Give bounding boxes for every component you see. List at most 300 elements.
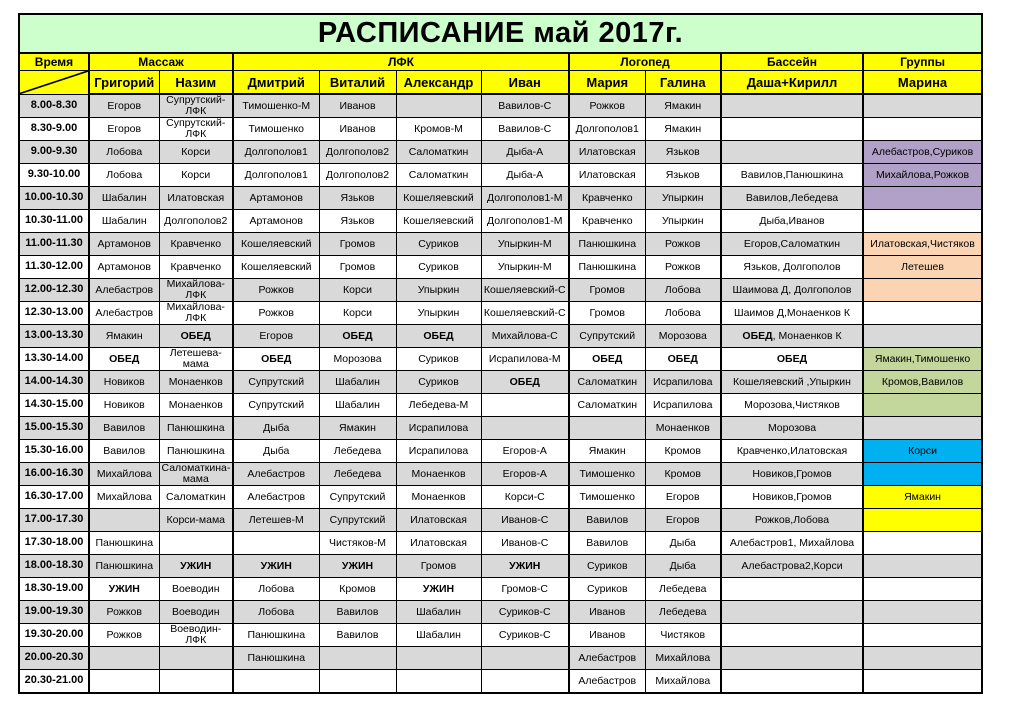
schedule-cell: Шабалин xyxy=(319,394,396,417)
schedule-cell xyxy=(481,394,569,417)
schedule-cell: Михайлова,Рожков xyxy=(863,164,982,187)
schedule-cell: Ямакин xyxy=(319,417,396,440)
table-row xyxy=(19,670,982,694)
time-cell: 12.30-13.00 xyxy=(19,302,89,325)
schedule-cell: Исрапилова xyxy=(396,417,481,440)
table-row xyxy=(19,394,982,417)
schedule-cell xyxy=(863,624,982,647)
table-row xyxy=(19,532,982,555)
table-row xyxy=(19,601,982,624)
table-row xyxy=(19,141,982,164)
schedule-cell: Супрутский xyxy=(569,325,645,348)
time-cell: 10.30-11.00 xyxy=(19,210,89,233)
schedule-cell: Артамонов xyxy=(233,187,319,210)
time-cell: 9.00-9.30 xyxy=(19,141,89,164)
schedule-cell: Суриков xyxy=(396,348,481,371)
schedule-cell: Кромов-М xyxy=(396,118,481,141)
schedule-cell: Алебастрова2,Корси xyxy=(721,555,863,578)
therapist-column-header: Григорий xyxy=(89,71,159,95)
column-group-header: Логопед xyxy=(569,53,721,71)
time-cell: 12.00-12.30 xyxy=(19,279,89,302)
schedule-cell: Шабалин xyxy=(396,624,481,647)
schedule-cell: Новиков xyxy=(89,371,159,394)
schedule-cell: Монаенков xyxy=(159,394,233,417)
schedule-cell: Долгополов2 xyxy=(319,141,396,164)
schedule-cell: Суриков xyxy=(396,233,481,256)
schedule-cell: Илатовская xyxy=(569,141,645,164)
schedule-cell: Язьков xyxy=(645,141,721,164)
time-cell: 20.30-21.00 xyxy=(19,670,89,694)
schedule-cell: Вавилов xyxy=(89,417,159,440)
schedule-cell: Кромов,Вавилов xyxy=(863,371,982,394)
schedule-cell: Кравченко xyxy=(159,233,233,256)
schedule-cell: Громов xyxy=(319,233,396,256)
table-row xyxy=(19,348,982,371)
schedule-cell: Новиков,Громов xyxy=(721,486,863,509)
schedule-cell: Шабалин xyxy=(319,371,396,394)
time-cell: 13.00-13.30 xyxy=(19,325,89,348)
schedule-cell: Ямакин xyxy=(645,118,721,141)
schedule-cell xyxy=(159,670,233,694)
schedule-cell: Егоров xyxy=(645,509,721,532)
schedule-cell: Лобова xyxy=(645,302,721,325)
column-group-header: Бассейн xyxy=(721,53,863,71)
schedule-cell: Воеводин xyxy=(159,578,233,601)
schedule-cell: Морозова xyxy=(645,325,721,348)
schedule-cell xyxy=(863,647,982,670)
schedule-cell: Упыркин-М xyxy=(481,233,569,256)
schedule-cell: Рожков xyxy=(89,601,159,624)
schedule-cell: УЖИН xyxy=(233,555,319,578)
schedule-cell: Упыркин xyxy=(645,187,721,210)
schedule-cell xyxy=(863,463,982,486)
schedule-cell: Алебастров1, Михайлова xyxy=(721,532,863,555)
schedule-cell: Артамонов xyxy=(89,233,159,256)
schedule-cell: Кошеляевский xyxy=(233,233,319,256)
diagonal-line-icon xyxy=(20,71,88,94)
schedule-cell: Илатовская xyxy=(159,187,233,210)
schedule-cell: Лебедева xyxy=(645,578,721,601)
time-cell: 15.30-16.00 xyxy=(19,440,89,463)
schedule-cell xyxy=(721,141,863,164)
schedule-cell: ОБЕД xyxy=(396,325,481,348)
schedule-cell: Лебедева xyxy=(319,440,396,463)
schedule-cell: Артамонов xyxy=(233,210,319,233)
schedule-cell: Дыба-А xyxy=(481,141,569,164)
schedule-cell: ОБЕД xyxy=(159,325,233,348)
schedule-cell: Исрапилова xyxy=(396,440,481,463)
schedule-cell: ОБЕД xyxy=(569,348,645,371)
schedule-cell: Лобова xyxy=(645,279,721,302)
schedule-cell: Кошеляевский xyxy=(396,187,481,210)
schedule-cell: Ямакин,Тимошенко xyxy=(863,348,982,371)
schedule-cell: Ямакин xyxy=(863,486,982,509)
schedule-cell: Упыркин xyxy=(645,210,721,233)
schedule-cell: Алебастров xyxy=(89,302,159,325)
schedule-cell: Егоров,Саломаткин xyxy=(721,233,863,256)
schedule-cell xyxy=(396,670,481,694)
schedule-cell xyxy=(481,647,569,670)
schedule-cell: УЖИН xyxy=(396,578,481,601)
schedule-cell: Алебастров xyxy=(569,647,645,670)
schedule-cell: Супрутский-ЛФК xyxy=(159,94,233,118)
schedule-cell: Саломаткина-мама xyxy=(159,463,233,486)
schedule-cell: Вавилов-С xyxy=(481,94,569,118)
time-cell: 14.00-14.30 xyxy=(19,371,89,394)
schedule-cell: Громов xyxy=(569,279,645,302)
table-row xyxy=(19,302,982,325)
schedule-cell: Рожков xyxy=(233,279,319,302)
time-cell: 15.00-15.30 xyxy=(19,417,89,440)
schedule-cell: Вавилов xyxy=(319,624,396,647)
schedule-cell: Ямакин xyxy=(645,94,721,118)
schedule-cell: Рожков xyxy=(89,624,159,647)
schedule-cell: Язьков xyxy=(319,187,396,210)
schedule-cell: Кромов xyxy=(645,440,721,463)
schedule-cell: Ямакин xyxy=(89,325,159,348)
schedule-cell: Громов xyxy=(569,302,645,325)
column-group-header: ЛФК xyxy=(233,53,569,71)
table-row xyxy=(19,279,982,302)
schedule-cell: Егоров xyxy=(89,94,159,118)
schedule-cell: Алебастров xyxy=(569,670,645,694)
time-cell: 8.30-9.00 xyxy=(19,118,89,141)
schedule-cell: Кошеляевский-С xyxy=(481,302,569,325)
schedule-cell: Суриков xyxy=(569,555,645,578)
schedule-cell xyxy=(863,417,982,440)
schedule-cell: Шаимова Д, Долгополов xyxy=(721,279,863,302)
schedule-cell xyxy=(159,532,233,555)
schedule-cell: Долгополов1-М xyxy=(481,210,569,233)
schedule-cell xyxy=(569,417,645,440)
time-column-header: Время xyxy=(19,53,89,71)
schedule-cell: ОБЕД xyxy=(233,348,319,371)
schedule-cell: Суриков-С xyxy=(481,601,569,624)
schedule-cell: Тимошенко xyxy=(569,463,645,486)
schedule-cell: Летешева-мама xyxy=(159,348,233,371)
schedule-cell: Кромов xyxy=(319,578,396,601)
time-cell: 11.00-11.30 xyxy=(19,233,89,256)
therapist-column-header: Виталий xyxy=(319,71,396,95)
schedule-cell: Морозова xyxy=(721,417,863,440)
time-cell: 16.00-16.30 xyxy=(19,463,89,486)
schedule-cell: Морозова,Чистяков xyxy=(721,394,863,417)
schedule-cell: Корси xyxy=(159,164,233,187)
schedule-cell xyxy=(721,670,863,694)
schedule-cell: Панюшкина xyxy=(569,256,645,279)
schedule-cell: ОБЕД, Монаенков К xyxy=(721,325,863,348)
schedule-cell: Кошеляевский-С xyxy=(481,279,569,302)
schedule-cell: Долгополов2 xyxy=(159,210,233,233)
table-row xyxy=(19,256,982,279)
time-cell: 17.00-17.30 xyxy=(19,509,89,532)
time-cell: 10.00-10.30 xyxy=(19,187,89,210)
schedule-cell: Егоров-А xyxy=(481,440,569,463)
schedule-cell xyxy=(319,647,396,670)
schedule-cell: Саломаткин xyxy=(569,394,645,417)
schedule-cell xyxy=(396,94,481,118)
schedule-cell: Илатовская,Чистяков xyxy=(863,233,982,256)
schedule-cell xyxy=(863,187,982,210)
schedule-cell xyxy=(863,118,982,141)
schedule-cell: Вавилов,Панюшкина xyxy=(721,164,863,187)
table-row xyxy=(19,371,982,394)
schedule-cell xyxy=(863,601,982,624)
schedule-cell: Громов-С xyxy=(481,578,569,601)
schedule-cell: Тимошенко xyxy=(569,486,645,509)
schedule-cell: Дыба xyxy=(233,440,319,463)
schedule-cell: Рожков xyxy=(645,233,721,256)
schedule-cell: Егоров xyxy=(645,486,721,509)
schedule-cell: ОБЕД xyxy=(645,348,721,371)
schedule-cell: Ямакин xyxy=(569,440,645,463)
schedule-cell xyxy=(233,670,319,694)
schedule-cell: Монаенков xyxy=(159,371,233,394)
schedule-cell: Воеводин-ЛФК xyxy=(159,624,233,647)
schedule-cell: Михайлова-ЛФК xyxy=(159,302,233,325)
schedule-cell: Вавилов xyxy=(89,440,159,463)
schedule-cell: Панюшкина xyxy=(159,440,233,463)
table-row xyxy=(19,233,982,256)
schedule-cell: Корси xyxy=(319,279,396,302)
therapist-column-header: Дмитрий xyxy=(233,71,319,95)
schedule-cell: Язьков xyxy=(645,164,721,187)
schedule-cell xyxy=(863,555,982,578)
schedule-cell: Новиков,Громов xyxy=(721,463,863,486)
schedule-cell xyxy=(319,670,396,694)
schedule-cell: Супрутский xyxy=(233,371,319,394)
time-cell: 13.30-14.00 xyxy=(19,348,89,371)
table-row xyxy=(19,164,982,187)
schedule-cell: Шабалин xyxy=(89,187,159,210)
therapist-column-header: Марина xyxy=(863,71,982,95)
time-cell: 19.00-19.30 xyxy=(19,601,89,624)
schedule-cell xyxy=(863,210,982,233)
schedule-cell: Долгополов1 xyxy=(233,141,319,164)
time-cell: 18.00-18.30 xyxy=(19,555,89,578)
schedule-cell: Иванов-С xyxy=(481,532,569,555)
schedule-cell: Михайлова xyxy=(645,670,721,694)
schedule-cell: Монаенков xyxy=(396,486,481,509)
schedule-cell: Алебастров xyxy=(89,279,159,302)
schedule-cell: Панюшкина xyxy=(233,647,319,670)
schedule-cell: Алебастров xyxy=(233,463,319,486)
schedule-cell: УЖИН xyxy=(89,578,159,601)
schedule-cell xyxy=(863,578,982,601)
schedule-cell: Летешев-М xyxy=(233,509,319,532)
time-cell: 8.00-8.30 xyxy=(19,94,89,118)
table-row xyxy=(19,325,982,348)
time-cell: 19.30-20.00 xyxy=(19,624,89,647)
schedule-cell: Иванов xyxy=(569,601,645,624)
schedule-cell: Егоров xyxy=(233,325,319,348)
schedule-cell xyxy=(863,325,982,348)
schedule-cell: Панюшкина xyxy=(569,233,645,256)
schedule-cell: Илатовская xyxy=(396,532,481,555)
time-cell: 11.30-12.00 xyxy=(19,256,89,279)
schedule-cell: Корси xyxy=(159,141,233,164)
schedule-cell: Рожков xyxy=(233,302,319,325)
schedule-cell xyxy=(721,118,863,141)
schedule-cell: Супрутский xyxy=(319,509,396,532)
schedule-cell: Саломаткин xyxy=(159,486,233,509)
therapist-column-header: Александр xyxy=(396,71,481,95)
schedule-cell: Михайлова xyxy=(645,647,721,670)
schedule-cell: Долгополов1 xyxy=(233,164,319,187)
schedule-cell: Суриков xyxy=(396,371,481,394)
schedule-body xyxy=(19,94,982,693)
time-cell: 16.30-17.00 xyxy=(19,486,89,509)
schedule-cell: ОБЕД xyxy=(481,371,569,394)
therapist-name-row xyxy=(19,71,982,95)
schedule-cell: Саломаткин xyxy=(396,141,481,164)
schedule-cell: Язьков xyxy=(319,210,396,233)
schedule-cell: Рожков,Лобова xyxy=(721,509,863,532)
schedule-cell: Упыркин-М xyxy=(481,256,569,279)
schedule-cell: ОБЕД xyxy=(89,348,159,371)
schedule-cell: Алебастров xyxy=(233,486,319,509)
schedule-cell: Саломаткин xyxy=(396,164,481,187)
schedule-cell: Шабалин xyxy=(396,601,481,624)
schedule-cell: Суриков xyxy=(396,256,481,279)
schedule-cell: Панюшкина xyxy=(89,532,159,555)
schedule-cell: Долгополов2 xyxy=(319,164,396,187)
schedule-cell xyxy=(481,670,569,694)
schedule-cell: Воеводин xyxy=(159,601,233,624)
schedule-cell: Вавилов xyxy=(569,532,645,555)
schedule-cell xyxy=(863,532,982,555)
schedule-cell: Михайлова-ЛФК xyxy=(159,279,233,302)
therapist-column-header: Даша+Кирилл xyxy=(721,71,863,95)
therapist-column-header: Галина xyxy=(645,71,721,95)
table-row xyxy=(19,624,982,647)
table-row xyxy=(19,486,982,509)
schedule-cell: Дыба xyxy=(645,555,721,578)
schedule-cell: Исрапилова xyxy=(645,371,721,394)
schedule-cell: ОБЕД xyxy=(319,325,396,348)
schedule-cell: Упыркин xyxy=(396,279,481,302)
table-row xyxy=(19,187,982,210)
schedule-cell: Егоров-А xyxy=(481,463,569,486)
therapist-column-header: Назим xyxy=(159,71,233,95)
schedule-cell xyxy=(396,647,481,670)
time-cell: 14.30-15.00 xyxy=(19,394,89,417)
schedule-cell: Михайлова xyxy=(89,486,159,509)
schedule-cell: Кравченко xyxy=(159,256,233,279)
schedule-cell: Язьков, Долгополов xyxy=(721,256,863,279)
schedule-cell xyxy=(89,670,159,694)
schedule-cell: Супрутский-ЛФК xyxy=(159,118,233,141)
schedule-cell: Новиков xyxy=(89,394,159,417)
schedule-cell: Саломаткин xyxy=(569,371,645,394)
schedule-cell: Исрапилова xyxy=(645,394,721,417)
schedule-cell: Летешев xyxy=(863,256,982,279)
schedule-cell: Иванов-С xyxy=(481,509,569,532)
time-cell: 9.30-10.00 xyxy=(19,164,89,187)
schedule-cell: Лобова xyxy=(233,578,319,601)
table-row xyxy=(19,509,982,532)
table-row xyxy=(19,578,982,601)
page-title: РАСПИСАНИЕ май 2017г. xyxy=(19,14,982,53)
schedule-cell: Шабалин xyxy=(89,210,159,233)
schedule-cell: Корси-мама xyxy=(159,509,233,532)
table-row xyxy=(19,555,982,578)
time-cell: 20.00-20.30 xyxy=(19,647,89,670)
schedule-cell: Лебедева xyxy=(645,601,721,624)
schedule-cell: Дыба,Иванов xyxy=(721,210,863,233)
schedule-cell: Кромов xyxy=(645,463,721,486)
schedule-cell: Корси-С xyxy=(481,486,569,509)
schedule-cell: Дыба xyxy=(233,417,319,440)
schedule-cell: Корси xyxy=(319,302,396,325)
table-row xyxy=(19,94,982,118)
schedule-cell xyxy=(863,279,982,302)
schedule-cell: Громов xyxy=(319,256,396,279)
schedule-cell xyxy=(721,94,863,118)
table-row xyxy=(19,463,982,486)
schedule-cell: Морозова xyxy=(319,348,396,371)
diagonal-header-cell xyxy=(19,71,89,95)
schedule-cell: Илатовская xyxy=(396,509,481,532)
schedule-cell: Тимошенко-М xyxy=(233,94,319,118)
schedule-cell xyxy=(721,647,863,670)
schedule-cell: Лобова xyxy=(89,164,159,187)
meal-label: ОБЕД xyxy=(742,329,773,342)
schedule-cell: ОБЕД xyxy=(721,348,863,371)
schedule-cell xyxy=(863,509,982,532)
column-group-header: Массаж xyxy=(89,53,233,71)
table-row xyxy=(19,118,982,141)
therapist-column-header: Иван xyxy=(481,71,569,95)
schedule-cell: Панюшкина xyxy=(89,555,159,578)
schedule-cell: Вавилов xyxy=(569,509,645,532)
schedule-cell: Панюшкина xyxy=(233,624,319,647)
time-cell: 17.30-18.00 xyxy=(19,532,89,555)
schedule-cell: Кошеляевский ,Упыркин xyxy=(721,371,863,394)
schedule-cell: Иванов xyxy=(319,118,396,141)
column-group-row xyxy=(19,53,982,71)
schedule-cell: Илатовская xyxy=(569,164,645,187)
schedule-cell: Лебедева-М xyxy=(396,394,481,417)
schedule-cell: Супрутский xyxy=(319,486,396,509)
schedule-cell: Чистяков xyxy=(645,624,721,647)
schedule-cell: Монаенков xyxy=(396,463,481,486)
table-row xyxy=(19,417,982,440)
schedule-cell: Лобова xyxy=(89,141,159,164)
therapist-column-header: Мария xyxy=(569,71,645,95)
schedule-cell: Панюшкина xyxy=(159,417,233,440)
schedule-cell: Шаимов Д,Монаенков К xyxy=(721,302,863,325)
schedule-cell xyxy=(863,302,982,325)
schedule-cell: Суриков xyxy=(569,578,645,601)
schedule-cell: Тимошенко xyxy=(233,118,319,141)
schedule-cell: Лебедева xyxy=(319,463,396,486)
schedule-cell: Кошеляевский xyxy=(233,256,319,279)
schedule-cell: Артамонов xyxy=(89,256,159,279)
schedule-cell xyxy=(863,94,982,118)
schedule-cell: Вавилов-С xyxy=(481,118,569,141)
schedule-cell xyxy=(721,578,863,601)
schedule-cell: Иванов xyxy=(319,94,396,118)
schedule-cell: УЖИН xyxy=(319,555,396,578)
schedule-cell xyxy=(481,417,569,440)
schedule-cell: Долгополов1 xyxy=(569,118,645,141)
schedule-cell: Долгополов1-М xyxy=(481,187,569,210)
schedule-cell: Монаенков xyxy=(645,417,721,440)
schedule-cell xyxy=(721,624,863,647)
schedule-cell: Исрапилова-М xyxy=(481,348,569,371)
schedule-cell: Громов xyxy=(396,555,481,578)
